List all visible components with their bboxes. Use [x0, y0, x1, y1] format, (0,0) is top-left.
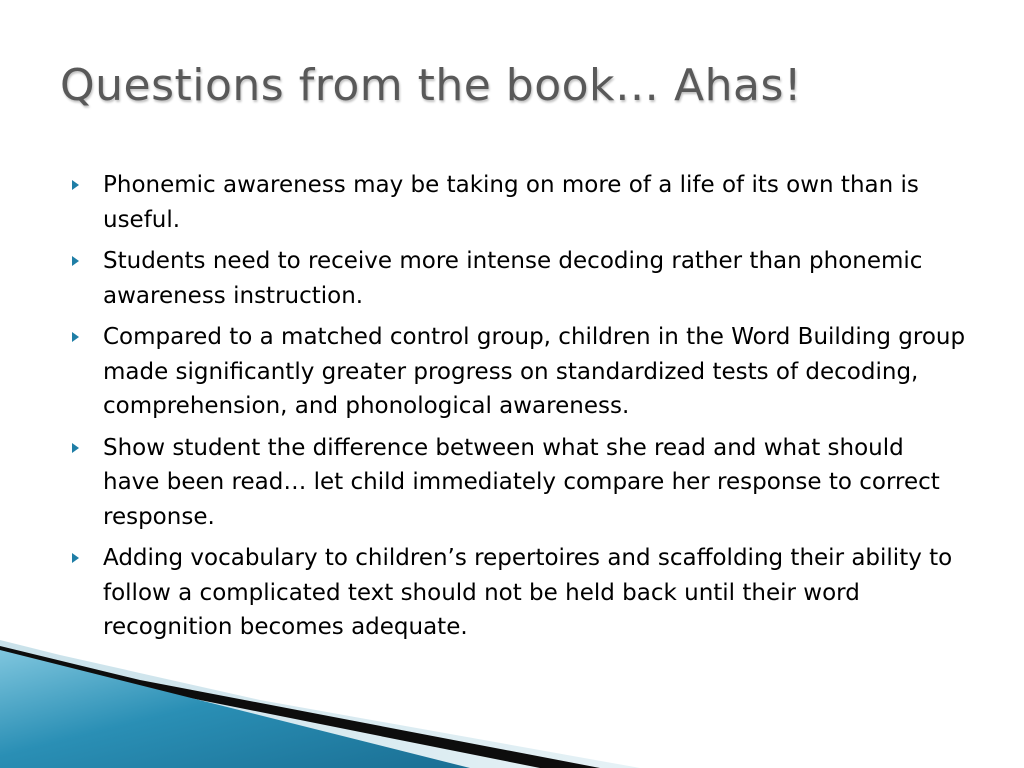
bullet-text: Show student the difference between what she read and what should have been read… let child immediately compare her response to correct response.	[103, 434, 940, 530]
bullet-text: Adding vocabulary to children’s repertoires and scaffolding their ability to follow a complicated text should not be held back until their word recognition becomes adequate.	[103, 545, 953, 640]
slide-title: Questions from the book… Ahas!	[60, 60, 803, 111]
bullet-text: Phonemic awareness may be taking on more of a life of its own than is useful.	[103, 172, 919, 233]
bullet-text: Compared to a matched control group, children in the Word Building group made significantly greater progress on standardized tests of decoding, comprehension, and phonological awareness.	[103, 324, 966, 419]
bullet-text: Students need to receive more intense decoding rather than phonemic awareness instruction.	[103, 248, 923, 309]
